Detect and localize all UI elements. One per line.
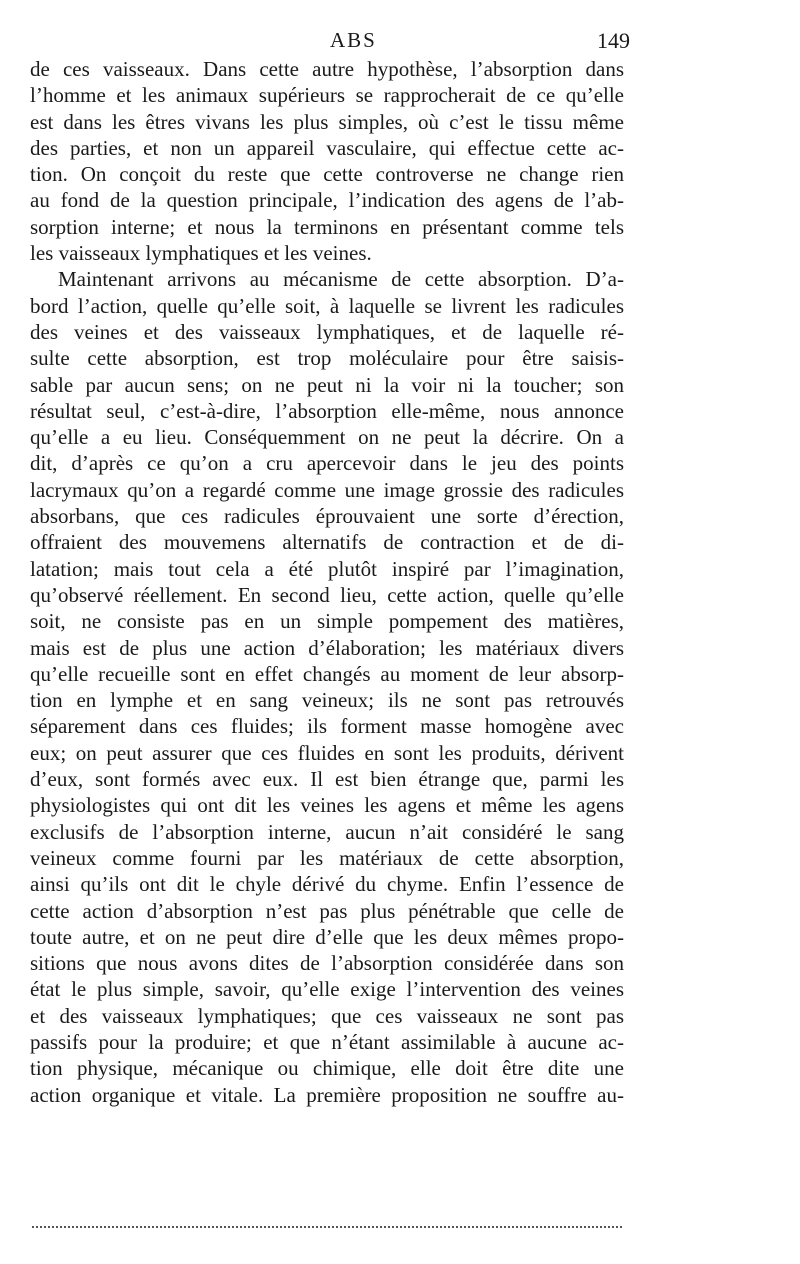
text-line: les vaisseaux lymphatiques et les veines. <box>30 241 372 266</box>
text-line: veineux comme fourni par les matériaux de cette absorption, <box>30 845 624 870</box>
text-line: est dans les êtres vivans les plus simples, où c’est le tissu même <box>30 109 624 134</box>
text-line: offraient des mouvemens alternatifs de contraction et de di- <box>30 530 624 555</box>
text-line: lacrymaux qu’on a regardé comme une image grossie des radicules <box>30 477 624 502</box>
text-line: d’eux, sont formés avec eux. Il est bien étrange que, parmi les <box>30 767 624 792</box>
page-number: 149 <box>597 28 630 53</box>
text-line: physiologistes qui ont dit les veines les agens et même les agens <box>30 793 624 818</box>
text-line: séparement dans ces fluides; ils forment masse homogène avec <box>30 714 624 739</box>
page-header <box>30 28 630 58</box>
text-line: résultat seul, c’est-à-dire, l’absorption elle-même, nous annonce <box>30 398 624 423</box>
text-line: soit, ne consiste pas en un simple pompement des matières, <box>30 609 624 634</box>
text-line: eux; on peut assurer que ces fluides en sont les produits, dérivent <box>30 740 624 765</box>
text-line: qu’elle a eu lieu. Conséquemment on ne peut la décrire. On a <box>30 425 624 450</box>
body-text <box>30 56 624 1108</box>
text-line: exclusifs de l’absorption interne, aucun n’ait considéré le sang <box>30 819 624 844</box>
footer-dotted-rule <box>32 1226 622 1228</box>
text-line: Maintenant arrivons au mécanisme de cette absorption. D’a- <box>58 267 624 292</box>
text-line: tion physique, mécanique ou chimique, elle doit être dite une <box>30 1056 624 1081</box>
text-line: sable par aucun sens; on ne peut ni la voir ni la toucher; son <box>30 372 624 397</box>
text-line: mais est de plus une action d’élaboration; les matériaux divers <box>30 635 624 660</box>
text-line: sorption interne; et nous la terminons en présentant comme tels <box>30 214 624 239</box>
text-line: absorbans, que ces radicules éprouvaient une sorte d’érection, <box>30 504 624 529</box>
text-line: tion. On conçoit du reste que cette controverse ne change rien <box>30 162 624 187</box>
text-line: qu’elle recueille sont en effet changés au moment de leur absorp- <box>30 661 624 686</box>
text-line: sulte cette absorption, est trop moléculaire pour être saisis- <box>30 346 624 371</box>
text-line: dit, d’après ce qu’on a cru apercevoir dans le jeu des points <box>30 451 624 476</box>
text-line: latation; mais tout cela a été plutôt inspiré par l’imagination, <box>30 556 624 581</box>
text-line: et des vaisseaux lymphatiques; que ces vaisseaux ne sont pas <box>30 1003 624 1028</box>
text-line: toute autre, et on ne peut dire d’elle que les deux mêmes propo- <box>30 924 624 949</box>
text-line: de ces vaisseaux. Dans cette autre hypothèse, l’absorption dans <box>30 57 624 81</box>
running-head: ABS <box>330 28 377 52</box>
text-line: au fond de la question principale, l’indication des agens de l’ab- <box>30 188 624 213</box>
text-line: sitions que nous avons dites de l’absorption considérée dans son <box>30 951 624 976</box>
text-line: ainsi qu’ils ont dit le chyle dérivé du chyme. Enfin l’essence de <box>30 872 624 897</box>
text-line: tion en lymphe et en sang veineux; ils ne sont pas retrouvés <box>30 688 624 713</box>
text-line: cette action d’absorption n’est pas plus pénétrable que celle de <box>30 898 624 923</box>
text-line: qu’observé réellement. En second lieu, cette action, quelle qu’elle <box>30 582 624 607</box>
text-line: bord l’action, quelle qu’elle soit, à laquelle se livrent les radicules <box>30 293 624 318</box>
text-line: des veines et des vaisseaux lymphatiques, et de laquelle ré- <box>30 319 624 344</box>
text-line: action organique et vitale. La première proposition ne souffre au- <box>30 1082 624 1107</box>
text-line: l’homme et les animaux supérieurs se rapprocherait de ce qu’elle <box>30 83 624 108</box>
text-line: passifs pour la produire; et que n’étant assimilable à aucune ac- <box>30 1029 624 1054</box>
text-line: des parties, et non un appareil vasculaire, qui effectue cette ac- <box>30 135 624 160</box>
text-line: état le plus simple, savoir, qu’elle exige l’intervention des veines <box>30 977 624 1002</box>
